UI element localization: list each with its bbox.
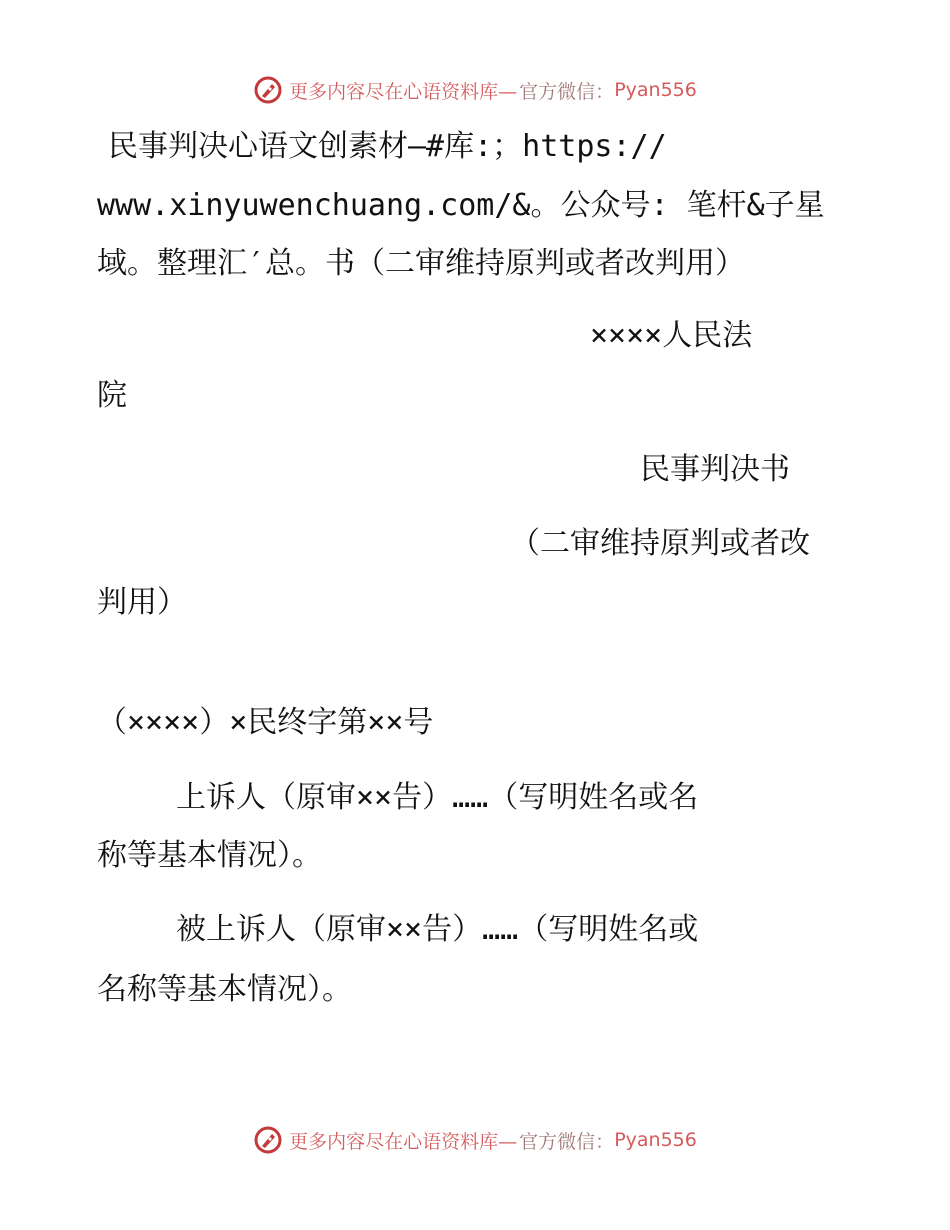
document-title: 民事判决书	[640, 452, 790, 487]
subtitle-line-2: 判用）	[97, 585, 187, 620]
intro-line-3: 域。整理汇′总。书（二审维持原判或者改判用）	[97, 246, 746, 281]
banner-wechat-label: 官方微信：	[519, 1130, 615, 1153]
intro-line-1: 民事判决心语文创素材—#库:；https://	[108, 129, 667, 164]
appellee-line-2: 名称等基本情况）。	[97, 972, 352, 1007]
banner-wechat-id: Pyan556	[614, 79, 697, 101]
appellant-line-1: 上诉人（原审××告）……（写明姓名或名	[176, 780, 699, 815]
court-name-line-1: ××××人民法	[590, 318, 753, 353]
footer-banner	[0, 1120, 950, 1160]
header-banner	[0, 70, 950, 110]
appellee-line-1: 被上诉人（原审××告）……（写明姓名或	[176, 912, 699, 947]
pen-nib-logo-icon	[253, 1125, 283, 1155]
banner-wechat-id: Pyan556	[614, 1129, 697, 1151]
banner-main-text: 更多内容尽在心语资料库—	[289, 80, 518, 103]
case-number: （××××）×民终字第××号	[97, 705, 434, 740]
pen-nib-logo-icon	[253, 75, 283, 105]
banner-main-text: 更多内容尽在心语资料库—	[289, 1130, 518, 1153]
court-name-line-2: 院	[97, 378, 127, 413]
intro-line-2: www.xinyuwenchuang.com/&。公众号: 笔杆&子星	[97, 188, 825, 223]
subtitle-line-1: （二审维持原判或者改	[510, 526, 810, 561]
banner-wechat-label: 官方微信：	[519, 80, 615, 103]
appellant-line-2: 称等基本情况）。	[97, 838, 322, 873]
